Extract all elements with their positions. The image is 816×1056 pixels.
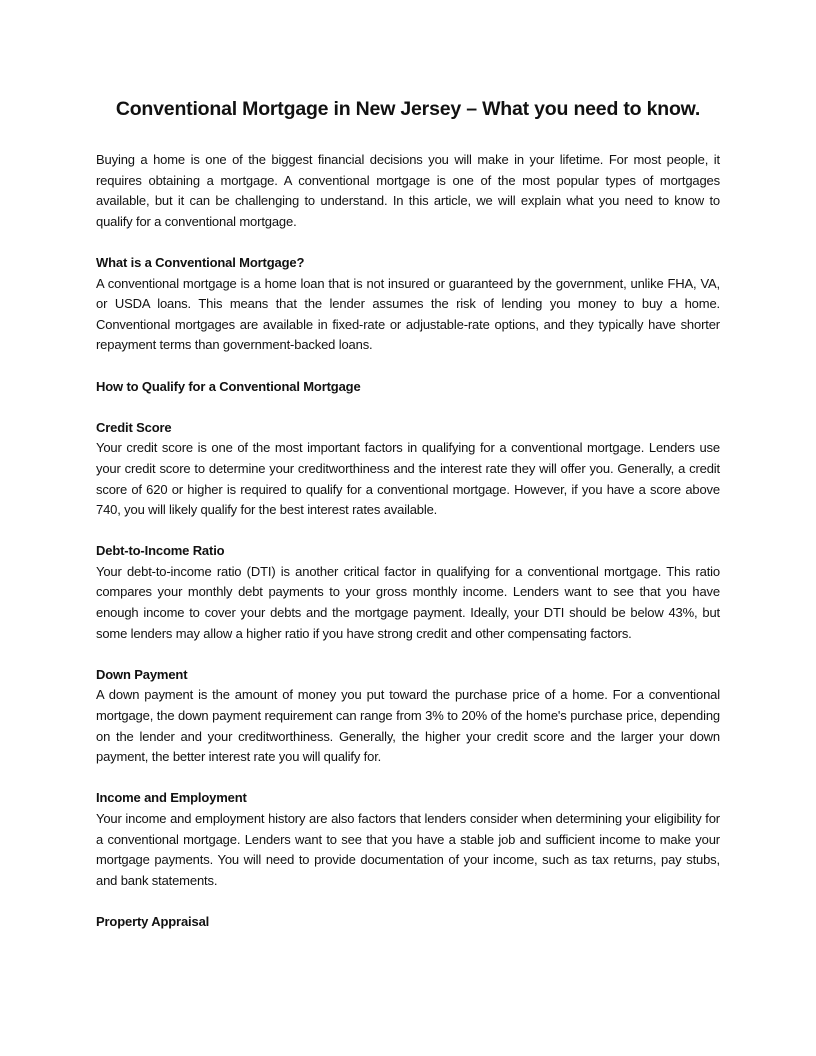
spacer	[96, 768, 720, 789]
spacer	[96, 356, 720, 377]
section-body-income: Your income and employment history are also factors that lenders consider when determining your eligibility for a conventional mortgage. Lenders want to see that you have a stable job and sufficient income to make your mortgage payments. You will need to provide documentation of your income, such as tax returns, pay stubs, and bank statements.	[96, 811, 720, 888]
spacer	[96, 521, 720, 542]
section-body-dti: Your debt-to-income ratio (DTI) is another critical factor in qualifying for a conventional mortgage. This ratio compares your monthly debt payments to your gross monthly income. Lenders want to see that you have enough income to cover your debts and the mortgage payment. Ideally, your DTI should be below 43%, but some lenders may allow a higher ratio if you have strong credit and other compensating factors.	[96, 563, 720, 641]
section-heading-down-payment: Down Payment	[96, 666, 188, 682]
section-body-credit-score: Your credit score is one of the most important factors in qualifying for a conventional mortgage. Lenders use your credit score to determine your creditworthiness and the interest rate they will offer you. Generally, a credit score of 620 or higher is required to qualify for a conventional mortgage. However, if you have a score above 740, you will likely qualify for the best interest rates available.	[96, 440, 720, 518]
page-title: Conventional Mortgage in New Jersey – What you need to know.	[115, 98, 701, 120]
spacer	[96, 644, 720, 665]
intro-paragraph: Buying a home is one of the biggest financial decisions you will make in your lifetime. For most people, it requires obtaining a mortgage. A conventional mortgage is one of the most popular types of mortgages available, but it can be challenging to understand. In this article, we will explain what you need to know to qualify for a conventional mortgage.	[96, 152, 720, 229]
section-body-down-payment: A down payment is the amount of money you put toward the purchase price of a home. For a conventional mortgage, the down payment requirement can range from 3% to 20% of the home's purchase price, depending on the lender and your creditworthiness. Generally, the higher your credit score and the larger your down payment, the better interest rate you will qualify for.	[96, 687, 720, 765]
spacer	[96, 397, 720, 418]
section-heading-income: Income and Employment	[96, 790, 247, 806]
document-page	[96, 96, 720, 933]
section-heading-credit-score: Credit Score	[96, 419, 172, 435]
section-heading-dti: Debt-to-Income Ratio	[96, 543, 225, 559]
spacer	[96, 232, 720, 253]
section-heading-appraisal: Property Appraisal	[96, 913, 210, 929]
section-body-what-is: A conventional mortgage is a home loan that is not insured or guaranteed by the government, unlike FHA, VA, or USDA loans. This means that the lender assumes the risk of lending you money to buy a home. Conventional mortgages are available in fixed-rate or adjustable-rate options, and they typically have shorter repayment terms than government-backed loans.	[96, 275, 720, 353]
section-heading-what-is: What is a Conventional Mortgage?	[96, 254, 305, 270]
section-heading-how-to-qualify: How to Qualify for a Conventional Mortgage	[96, 378, 361, 394]
spacer	[96, 891, 720, 912]
